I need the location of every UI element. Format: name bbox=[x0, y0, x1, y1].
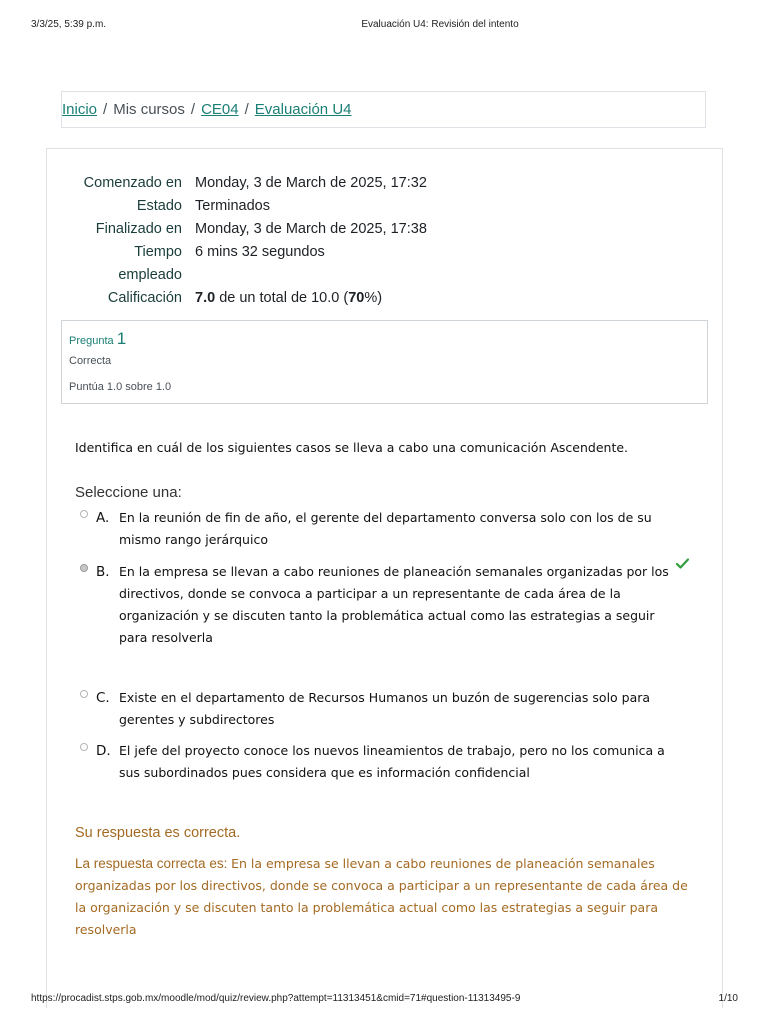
question-text: Identifica en cuál de los siguientes casos se lleva a cabo una comunicación Ascendente. bbox=[75, 440, 629, 455]
breadcrumb bbox=[61, 91, 706, 128]
grade-middle: de un total de 10.0 ( bbox=[215, 290, 349, 306]
answer-text: Existe en el departamento de Recursos Humanos un buzón de sugerencias solo para gerentes y subdirectores bbox=[119, 690, 651, 727]
check-icon bbox=[676, 558, 689, 569]
question-number-value: 1 bbox=[116, 329, 127, 348]
time-label-line1: Tiempo bbox=[134, 244, 182, 260]
answer-letter: D. bbox=[96, 743, 111, 759]
summary-row-state bbox=[60, 195, 700, 218]
feedback-correct-answer bbox=[75, 853, 700, 941]
time-value: 6 mins 32 segundos bbox=[195, 244, 325, 260]
grade-percent: 70 bbox=[348, 290, 365, 306]
started-label: Comenzado en bbox=[83, 175, 182, 191]
grade-value bbox=[195, 287, 382, 310]
select-one-prompt: Seleccione una: bbox=[75, 484, 182, 501]
breadcrumb-course-link[interactable]: CE04 bbox=[201, 101, 239, 118]
started-value: Monday, 3 de March de 2025, 17:32 bbox=[195, 175, 427, 191]
grade-label: Calificación bbox=[107, 290, 182, 306]
feedback-correct-text: En la empresa se llevan a cabo reuniones de planeación semanales organizadas por los directivos, donde se convoca a participar a un representante de cada área de la organización y se discuten tanto la problemática actual como las estrategias a seguir para resolverla bbox=[75, 856, 688, 937]
breadcrumb-home-link[interactable]: Inicio bbox=[62, 101, 98, 118]
radio-button-selected[interactable] bbox=[80, 564, 88, 572]
grade-score: 7.0 bbox=[195, 290, 216, 306]
answer-letter: A. bbox=[96, 510, 110, 526]
breadcrumb-separator: / bbox=[244, 101, 249, 118]
answer-text: El jefe del proyecto conoce los nuevos lineamientos de trabajo, pero no los comunica a sus subordinados pues considera que es información confidencial bbox=[119, 743, 665, 780]
time-label bbox=[60, 241, 195, 287]
answer-text: En la empresa se llevan a cabo reuniones de planeación semanales organizadas por los directivos, donde se convoca a participar a un representante de cada área de la organización y se discuten tanto la problemática actual como las estrategias a seguir para resolverla bbox=[119, 564, 669, 645]
breadcrumb-separator: / bbox=[103, 101, 108, 118]
finished-label: Finalizado en bbox=[95, 221, 182, 237]
summary-row-grade bbox=[60, 287, 700, 310]
summary-row-started bbox=[60, 172, 700, 195]
print-footer bbox=[0, 993, 768, 1007]
breadcrumb-separator: / bbox=[190, 101, 196, 118]
print-page-number: 1/10 bbox=[718, 993, 738, 1004]
print-header bbox=[0, 19, 768, 33]
feedback-result: Su respuesta es correcta. bbox=[75, 825, 241, 841]
answer-letter: C. bbox=[96, 690, 110, 706]
question-info-box bbox=[61, 320, 708, 404]
question-state: Correcta bbox=[69, 355, 112, 367]
grade-end: %) bbox=[364, 290, 383, 306]
feedback-correct-label: La respuesta correcta es: bbox=[75, 856, 232, 871]
summary-row-time bbox=[60, 241, 700, 287]
state-value: Terminados bbox=[195, 198, 270, 214]
radio-button[interactable] bbox=[80, 743, 88, 751]
radio-button[interactable] bbox=[80, 690, 88, 698]
answer-letter: B. bbox=[96, 564, 110, 580]
answer-text: En la reunión de fin de año, el gerente del departamento conversa solo con los de su mismo rango jerárquico bbox=[119, 510, 652, 547]
question-number bbox=[69, 329, 126, 349]
breadcrumb-quiz-link[interactable]: Evaluación U4 bbox=[254, 101, 352, 118]
print-title: Evaluación U4: Revisión del intento bbox=[361, 19, 519, 30]
time-label-line2: empleado bbox=[118, 267, 182, 283]
attempt-summary bbox=[60, 172, 700, 310]
state-label: Estado bbox=[136, 198, 182, 214]
question-label: Pregunta bbox=[69, 335, 114, 347]
breadcrumb-my-courses: Mis cursos bbox=[113, 101, 185, 118]
finished-value: Monday, 3 de March de 2025, 17:38 bbox=[195, 221, 427, 237]
question-grade: Puntúa 1.0 sobre 1.0 bbox=[69, 381, 172, 393]
summary-row-finished bbox=[60, 218, 700, 241]
print-datetime: 3/3/25, 5:39 p.m. bbox=[31, 19, 107, 30]
radio-button[interactable] bbox=[80, 510, 88, 518]
print-url: https://procadist.stps.gob.mx/moodle/mod/quiz/review.php?attempt=11313451&cmid=71#question-11313495-9 bbox=[31, 993, 521, 1004]
